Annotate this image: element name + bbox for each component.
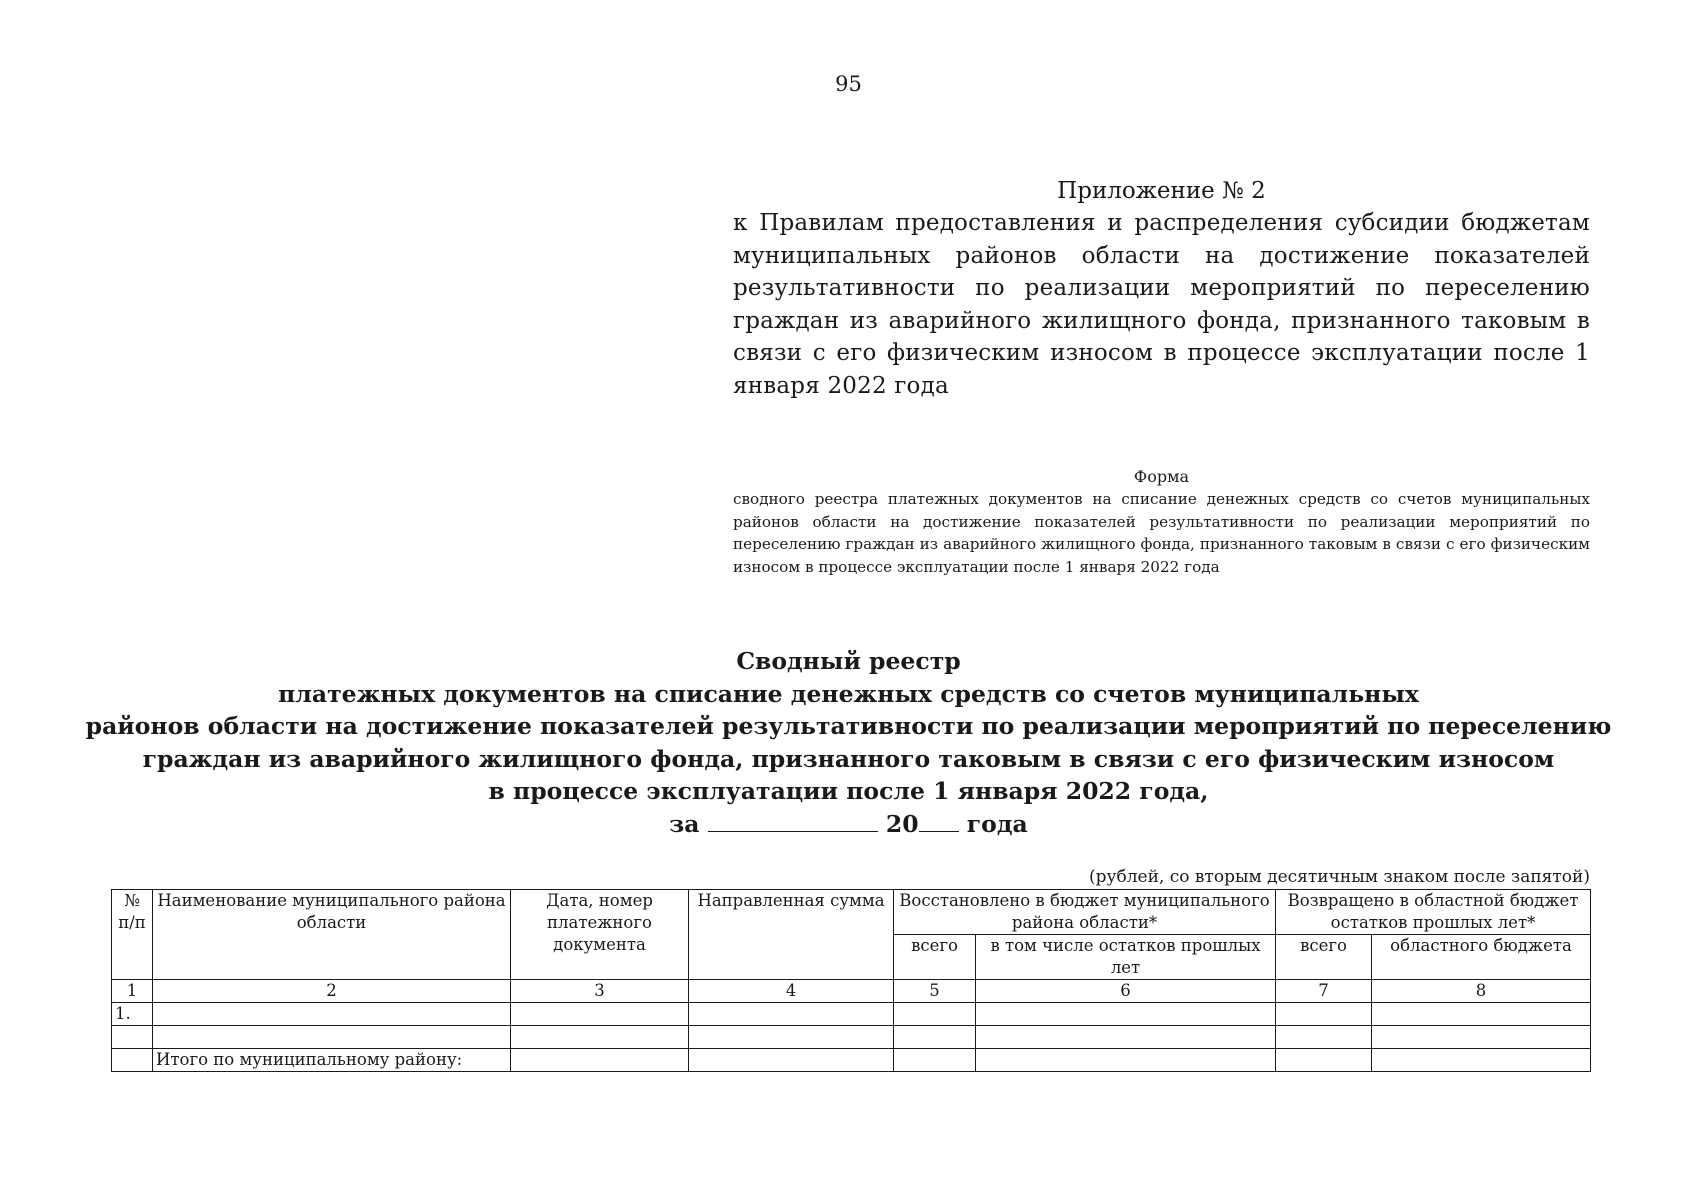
registry-table xyxy=(111,889,1591,1072)
col-number: 2 xyxy=(153,980,511,1003)
header-restored: Восстановлено в бюджет муниципального района области* xyxy=(894,890,1276,935)
row-returned-total[interactable] xyxy=(1276,1026,1372,1049)
row-doc[interactable] xyxy=(511,1026,689,1049)
period-line xyxy=(0,808,1697,841)
header-returned: Возвращено в областной бюджет остатков прошлых лет* xyxy=(1276,890,1591,935)
col-number: 7 xyxy=(1276,980,1372,1003)
col-number: 3 xyxy=(511,980,689,1003)
table-row xyxy=(112,1003,1591,1026)
row-returned-regional[interactable] xyxy=(1372,1026,1591,1049)
total-sum[interactable] xyxy=(689,1049,894,1072)
header-restored-total: всего xyxy=(894,935,976,980)
row-district[interactable] xyxy=(153,1026,511,1049)
total-returned-regional[interactable] xyxy=(1372,1049,1591,1072)
row-doc[interactable] xyxy=(511,1003,689,1026)
units-note: (рублей, со вторым десятичным знаком после запятой) xyxy=(1088,867,1590,887)
row-returned-regional[interactable] xyxy=(1372,1003,1591,1026)
row-sum[interactable] xyxy=(689,1026,894,1049)
appendix-title: Приложение № 2 xyxy=(1057,178,1266,204)
appendix-text: к Правилам предоставления и распределения субсидии бюджетам муниципальных районов области на достижение показателей результативности по реализации мероприятий по переселению граждан из аварийного жилищного фонда, признанного таковым в связи с его физическим износом в процессе эксплуатации после 1 января 2022 года xyxy=(733,210,1590,399)
appendix-block xyxy=(733,175,1590,402)
year-blank[interactable] xyxy=(919,809,959,832)
row-restored-total[interactable] xyxy=(894,1026,976,1049)
col-number: 1 xyxy=(112,980,153,1003)
row-returned-total[interactable] xyxy=(1276,1003,1372,1026)
header-returned-regional: областного бюджета xyxy=(1372,935,1591,980)
main-heading xyxy=(0,645,1697,840)
row-num xyxy=(112,1026,153,1049)
header-restored-incl: в том числе остатков прошлых лет xyxy=(976,935,1276,980)
row-district[interactable] xyxy=(153,1003,511,1026)
page-number: 95 xyxy=(835,72,862,96)
total-restored-total[interactable] xyxy=(894,1049,976,1072)
form-block xyxy=(733,466,1590,578)
row-num: 1. xyxy=(112,1003,153,1026)
row-sum[interactable] xyxy=(689,1003,894,1026)
row-restored-incl[interactable] xyxy=(976,1026,1276,1049)
form-title: Форма xyxy=(1133,467,1190,486)
total-restored-incl[interactable] xyxy=(976,1049,1276,1072)
header-row-1 xyxy=(112,890,1591,935)
total-returned-total[interactable] xyxy=(1276,1049,1372,1072)
heading-line-1: Сводный реестр xyxy=(736,647,961,675)
col-number: 8 xyxy=(1372,980,1591,1003)
total-row xyxy=(112,1049,1591,1072)
header-doc: Дата, номер платежного документа xyxy=(511,890,689,980)
period-suffix: года xyxy=(966,809,1028,838)
total-label: Итого по муниципальному району: xyxy=(153,1049,511,1072)
header-district: Наименование муниципального района области xyxy=(153,890,511,980)
total-num xyxy=(112,1049,153,1072)
heading-line-5: в процессе эксплуатации после 1 января 2022 года, xyxy=(488,777,1209,805)
period-blank[interactable] xyxy=(708,809,878,832)
header-num: № п/п xyxy=(112,890,153,980)
period-prefix: за xyxy=(669,809,700,838)
table-row xyxy=(112,1026,1591,1049)
col-number: 5 xyxy=(894,980,976,1003)
col-number: 4 xyxy=(689,980,894,1003)
period-year-prefix: 20 xyxy=(885,809,919,838)
header-sum: Направленная сумма xyxy=(689,890,894,980)
header-returned-total: всего xyxy=(1276,935,1372,980)
col-number: 6 xyxy=(976,980,1276,1003)
column-numbers-row xyxy=(112,980,1591,1003)
heading-line-4: граждан из аварийного жилищного фонда, признанного таковым в связи с его физическим износом xyxy=(142,744,1555,773)
total-doc[interactable] xyxy=(511,1049,689,1072)
heading-line-3: районов области на достижение показателей результативности по реализации мероприятий по переселению xyxy=(85,712,1612,740)
form-text: сводного реестра платежных документов на списание денежных средств со счетов муниципальных районов области на достижение показателей результативности по реализации мероприятий по переселению граждан из аварийного жилищного фонда, признанного таковым в связи с его физическим износом в процессе эксплуатации после 1 января 2022 года xyxy=(733,490,1590,576)
row-restored-incl[interactable] xyxy=(976,1003,1276,1026)
row-restored-total[interactable] xyxy=(894,1003,976,1026)
heading-line-2: платежных документов на списание денежных средств со счетов муниципальных xyxy=(278,679,1419,708)
